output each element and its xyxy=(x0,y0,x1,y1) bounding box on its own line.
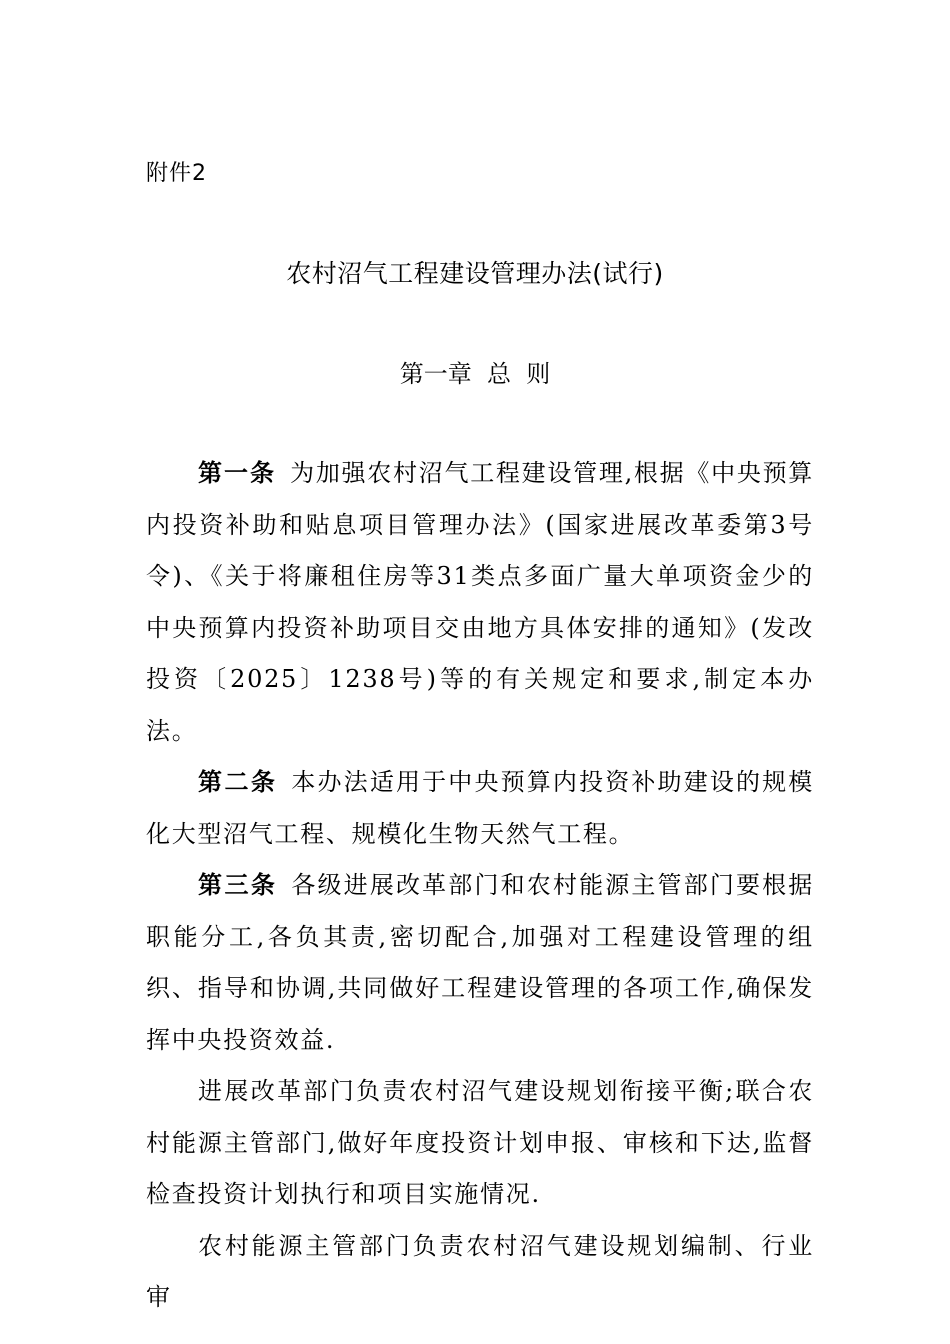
chapter-title: 第一章 总 则 xyxy=(399,360,551,388)
article-label: 第三条 xyxy=(198,871,278,899)
article-text: 本办法适用于中央预算内投资补助建设的规模化大型沼气工程、规模化生物天然气工程。 xyxy=(146,768,815,848)
paragraph-text: 进展改革部门负责农村沼气建设规划衔接平衡;联合农村能源主管部门,做好年度投资计划申报、审核和下达,监督检查投资计划执行和项目实施情况. xyxy=(146,1077,814,1208)
body-paragraph xyxy=(146,1221,814,1324)
paragraph-text: 农村能源主管部门负责农村沼气建设规划编制、行业审 xyxy=(146,1231,814,1311)
article-text: 为加强农村沼气工程建设管理,根据《中央预算内投资补助和贴息项目管理办法》(国家进展改革委第3号令)、《关于将廉租住房等31类点多面广量大单项资金少的中央预算内投资补助项目交由地方具体安排的通知》(发改投资〔2025〕1238号)等的有关规定和要求,制定本办法。 xyxy=(146,459,815,745)
article-2-paragraph xyxy=(146,757,814,860)
article-text: 各级进展改革部门和农村能源主管部门要根据职能分工,各负其责,密切配合,加强对工程建设管理的组织、指导和协调,共同做好工程建设管理的各项工作,确保发挥中央投资效益. xyxy=(146,871,815,1054)
body-paragraph xyxy=(146,1066,814,1221)
article-1-paragraph xyxy=(146,448,814,757)
attachment-label: 附件2 xyxy=(146,161,207,186)
document-body xyxy=(146,448,814,1324)
article-label: 第一条 xyxy=(198,459,277,487)
article-label: 第二条 xyxy=(198,768,278,796)
document-title: 农村沼气工程建设管理办法(试行) xyxy=(286,259,664,288)
article-3-paragraph xyxy=(146,860,814,1066)
